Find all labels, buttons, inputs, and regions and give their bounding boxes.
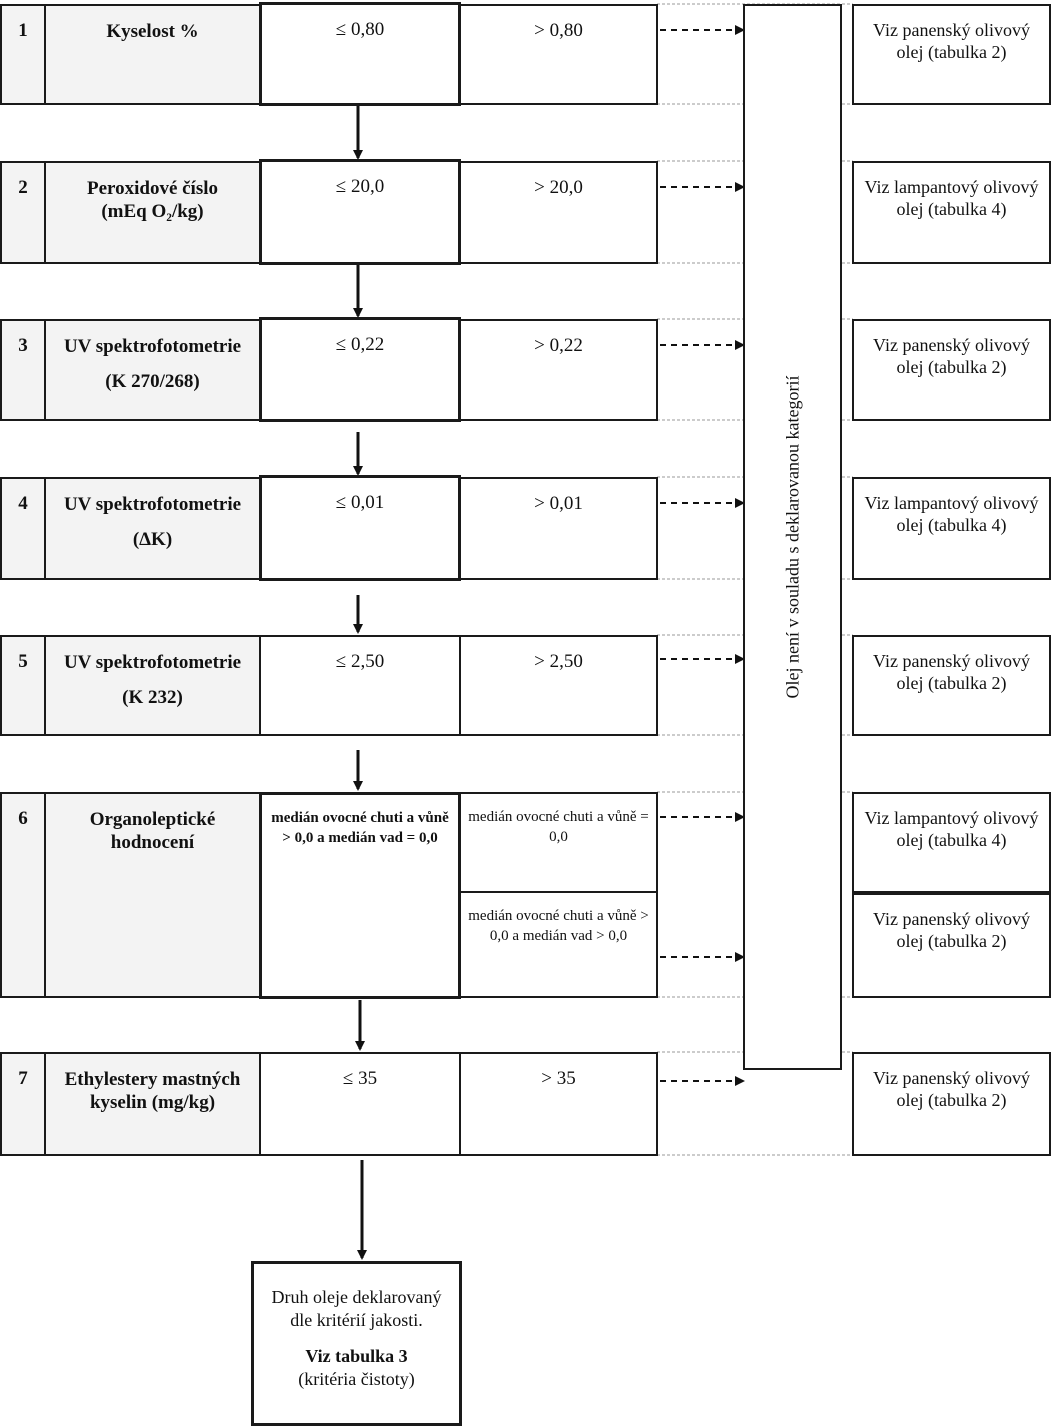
fail-condition: > 2,50: [459, 635, 658, 736]
final-text: Druh oleje deklarovaný dle kritérií jakosti.: [271, 1287, 442, 1330]
step-number: 7: [0, 1052, 46, 1156]
criterion-name: Kyselost %: [106, 21, 199, 42]
criterion-name: Peroxidové číslo: [86, 178, 219, 199]
result-box: Viz panenský olivový olej (tabulka 2): [852, 4, 1051, 105]
non-compliance-label: Olej není v souladu s deklarovanou kategorií: [782, 375, 802, 699]
criterion-unit: (K 270/268): [105, 371, 200, 393]
criterion-unit: (ΔK): [132, 529, 173, 551]
criterion-name: UV spektrofotometrie: [63, 652, 242, 673]
pass-condition: ≤ 20,0: [259, 159, 461, 265]
fail-condition: > 20,0: [459, 161, 658, 264]
criterion-label: [44, 161, 261, 264]
step-number: 2: [0, 161, 46, 264]
fail-condition-alt: medián ovocné chuti a vůně > 0,0 a medián vad > 0,0: [459, 891, 658, 998]
pass-condition: ≤ 35: [259, 1052, 461, 1156]
result-box: Viz panenský olivový olej (tabulka 2): [852, 319, 1051, 421]
criterion-label: [44, 4, 261, 105]
pass-condition: ≤ 0,80: [259, 2, 461, 106]
result-box-alt: Viz panenský olivový olej (tabulka 2): [852, 893, 1051, 998]
criterion-name: Ethylestery mastných kyselin (mg/kg): [64, 1069, 241, 1114]
criterion-label: [44, 1052, 261, 1156]
criterion-label: [44, 635, 261, 736]
fail-condition: medián ovocné chuti a vůně = 0,0: [459, 792, 658, 893]
result-box: Viz lampantový olivový olej (tabulka 4): [852, 477, 1051, 580]
step-number: 3: [0, 319, 46, 421]
result-box: Viz lampantový olivový olej (tabulka 4): [852, 792, 1051, 893]
fail-condition: > 0,22: [459, 319, 658, 421]
criterion-label: [44, 792, 261, 998]
criterion-unit: (K 232): [122, 687, 183, 709]
step-number: 5: [0, 635, 46, 736]
pass-condition: ≤ 0,22: [259, 317, 461, 422]
step-number: 1: [0, 4, 46, 105]
criterion-name: Organoleptické hodnocení: [89, 809, 216, 854]
criterion-label: [44, 319, 261, 421]
final-reference: Viz tabulka 3: [305, 1346, 408, 1366]
result-box: Viz lampantový olivový olej (tabulka 4): [852, 161, 1051, 264]
criterion-label: [44, 477, 261, 580]
fail-condition: > 0,01: [459, 477, 658, 580]
fail-condition: > 35: [459, 1052, 658, 1156]
final-result-box: [251, 1261, 462, 1426]
criterion-name: UV spektrofotometrie: [63, 336, 242, 357]
pass-condition: ≤ 2,50: [259, 635, 461, 736]
criterion-unit: (mEq O₂/kg): [101, 201, 204, 223]
pass-condition: medián ovocné chuti a vůně > 0,0 a medián vad = 0,0: [259, 792, 461, 999]
fail-condition: > 0,80: [459, 4, 658, 105]
step-number: 4: [0, 477, 46, 580]
result-box: Viz panenský olivový olej (tabulka 2): [852, 1052, 1051, 1156]
criterion-name: UV spektrofotometrie: [63, 494, 242, 515]
pass-condition: ≤ 0,01: [259, 475, 461, 581]
step-number: 6: [0, 792, 46, 998]
result-box: Viz panenský olivový olej (tabulka 2): [852, 635, 1051, 736]
final-reference-note: (kritéria čistoty): [298, 1368, 415, 1389]
non-compliance-box: [743, 4, 842, 1070]
